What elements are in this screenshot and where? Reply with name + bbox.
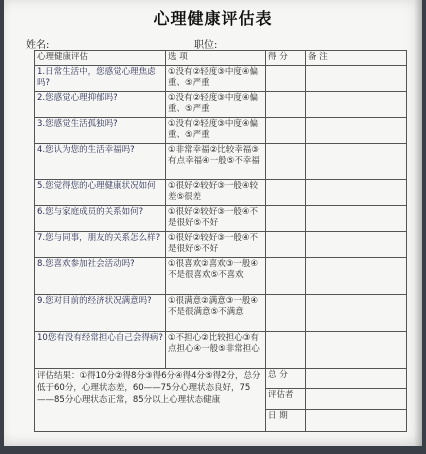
options-cell: ①没有②轻度③中度④偏重、⑤严重 — [166, 91, 266, 117]
table-row — [35, 143, 407, 179]
header-score: 得 分 — [266, 51, 306, 66]
table-row — [35, 257, 407, 294]
question-cell: 3.您感觉生活孤独吗? — [35, 117, 166, 143]
remarks-cell[interactable] — [306, 294, 407, 331]
score-cell[interactable] — [266, 143, 306, 179]
date-cell[interactable] — [306, 409, 407, 431]
page-edge-shadow — [414, 0, 422, 446]
total-score-cell[interactable] — [306, 368, 407, 388]
score-cell[interactable] — [266, 179, 306, 205]
question-cell: 7.您与同事，朋友的关系怎么样? — [35, 231, 166, 257]
options-cell: ①很喜欢②喜欢③一般④不是很喜欢⑤不喜欢 — [166, 257, 266, 294]
score-cell[interactable] — [266, 294, 306, 331]
remarks-cell[interactable] — [306, 231, 407, 257]
evaluation-result-text: 评估结果：①得10分②得8分③得6分④得4分⑤得2分，总分低于60分，心理状态差，60——75分心理状态良好，75——85分心理状态正常，85分以上心理状态健康 — [35, 368, 266, 431]
remarks-cell[interactable] — [306, 117, 407, 143]
table-row — [35, 91, 407, 117]
table-row — [35, 179, 407, 205]
table-row — [35, 205, 407, 231]
table-row — [35, 294, 407, 331]
total-score-label: 总 分 — [266, 368, 306, 388]
question-cell: 5.您觉得您的心理健康状况如何 — [35, 179, 166, 205]
score-cell[interactable] — [266, 205, 306, 231]
remarks-cell[interactable] — [306, 205, 407, 231]
name-label: 姓名: — [26, 40, 50, 51]
question-cell: 4.您认为您的生活幸福吗? — [35, 143, 166, 179]
score-cell[interactable] — [266, 65, 306, 91]
table-header-row — [35, 51, 407, 66]
assessment-form-sheet — [4, 0, 422, 446]
remarks-cell[interactable] — [306, 65, 407, 91]
remarks-cell[interactable] — [306, 179, 407, 205]
assessment-table — [34, 50, 407, 432]
remarks-cell[interactable] — [306, 143, 407, 179]
name-field — [26, 36, 135, 51]
table-row — [35, 65, 407, 91]
options-cell: ①很好②较好③一般④不是很好⑤不好 — [166, 205, 266, 231]
summary-row-total — [35, 368, 407, 388]
options-cell: ①不担心②比较担心③有点担心④一般⑤非常担心 — [166, 331, 266, 368]
score-cell[interactable] — [266, 331, 306, 368]
options-cell: ①没有②轻度③中度④偏重、⑤严重 — [166, 117, 266, 143]
table-row — [35, 331, 407, 368]
header-remarks: 备 注 — [306, 51, 407, 66]
options-cell: ①非常幸福②比较幸福③有点幸福④一般⑤不幸福 — [166, 143, 266, 179]
score-cell[interactable] — [266, 231, 306, 257]
position-label: 职位: — [194, 40, 218, 51]
options-cell: ①很好②较好③一般④较差⑤很差 — [166, 179, 266, 205]
options-cell: ①很好②较好③一般④不是很好⑤不好 — [166, 231, 266, 257]
question-cell: 8.您喜欢参加社会活动吗? — [35, 257, 166, 294]
remarks-cell[interactable] — [306, 257, 407, 294]
evaluator-cell[interactable] — [306, 388, 407, 409]
question-cell: 1.日常生活中，您感觉心理焦虑吗? — [35, 65, 166, 91]
remarks-cell[interactable] — [306, 331, 407, 368]
score-cell[interactable] — [266, 91, 306, 117]
options-cell: ①很满意②满意③一般④不是很满意⑤不满意 — [166, 294, 266, 331]
form-title: 心理健康评估表 — [153, 9, 273, 28]
question-cell: 2.您感觉心理抑郁吗? — [35, 91, 166, 117]
question-cell: 10您有没有经常担心自己会得病? — [35, 331, 166, 368]
options-cell: ①没有②轻度③中度④偏重、⑤严重 — [166, 65, 266, 91]
score-cell[interactable] — [266, 117, 306, 143]
score-cell[interactable] — [266, 257, 306, 294]
remarks-cell[interactable] — [306, 91, 407, 117]
table-row — [35, 231, 407, 257]
header-evaluation: 心理健康评估 — [35, 51, 166, 66]
evaluator-label: 评估者 — [266, 388, 306, 409]
table-row — [35, 117, 407, 143]
question-cell: 9.您对目前的经济状况满意吗? — [35, 294, 166, 331]
header-options: 选 项 — [166, 51, 266, 66]
date-label: 日 期 — [266, 409, 306, 431]
question-cell: 6.您与家庭成员的关系如何? — [35, 205, 166, 231]
position-field — [194, 36, 283, 51]
